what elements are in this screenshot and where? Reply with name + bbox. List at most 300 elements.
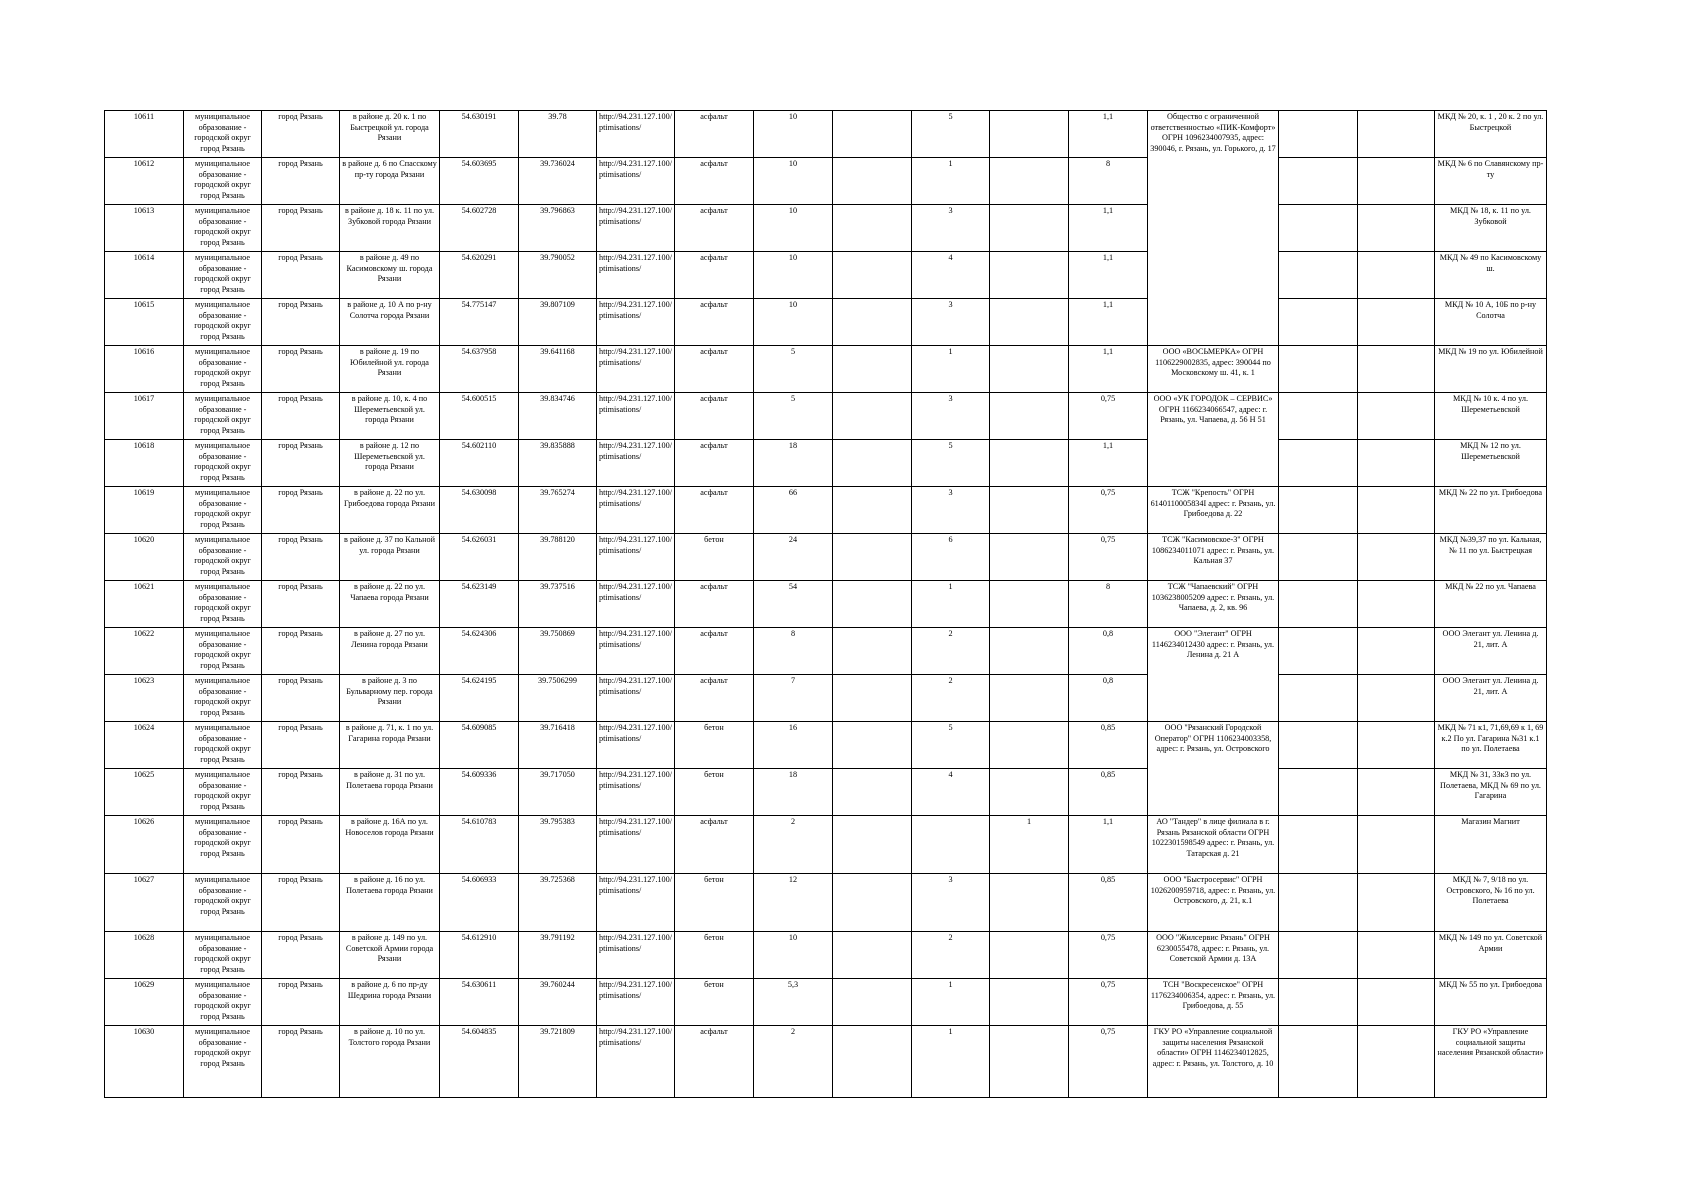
area-cell: 10 xyxy=(754,111,833,158)
col-12-cell xyxy=(990,299,1069,346)
table-row xyxy=(105,581,1547,628)
latitude-cell: 54.637958 xyxy=(440,346,519,393)
url-cell: http://94.231.127.100/ptimisations/ xyxy=(597,534,675,581)
containers-cell: 1 xyxy=(912,158,990,205)
latitude-cell: 54.600515 xyxy=(440,393,519,440)
url-cell: http://94.231.127.100/ptimisations/ xyxy=(597,487,675,534)
col-15-cell xyxy=(1279,158,1358,205)
municipality-cell: муниципальное образование - городской округ город Рязань xyxy=(184,158,262,205)
volume-cell: 0,8 xyxy=(1069,628,1148,675)
col-10-cell xyxy=(833,979,912,1026)
latitude-cell: 54.602110 xyxy=(440,440,519,487)
col-10-cell xyxy=(833,816,912,874)
col-12-cell xyxy=(990,675,1069,722)
source-cell: МКД № 31, 33к3 по ул. Полетаева, МКД № 69 по ул. Гагарина xyxy=(1435,769,1547,816)
latitude-cell: 54.602728 xyxy=(440,205,519,252)
row-id-cell: 10611 xyxy=(105,111,184,158)
area-cell: 16 xyxy=(754,722,833,769)
url-cell: http://94.231.127.100/ptimisations/ xyxy=(597,581,675,628)
table-row xyxy=(105,393,1547,440)
url-cell: http://94.231.127.100/ptimisations/ xyxy=(597,979,675,1026)
table-row xyxy=(105,628,1547,675)
empty-cell xyxy=(1358,628,1435,675)
col-10-cell xyxy=(833,440,912,487)
longitude-cell: 39.788120 xyxy=(519,534,597,581)
source-cell: МКД № 20, к. 1 , 20 к. 2 по ул. Быстрецкой xyxy=(1435,111,1547,158)
city-cell: город Рязань xyxy=(262,252,340,299)
surface-cell: асфальт xyxy=(675,346,754,393)
url-cell: http://94.231.127.100/ptimisations/ xyxy=(597,440,675,487)
col-15-cell xyxy=(1279,252,1358,299)
city-cell: город Рязань xyxy=(262,816,340,874)
row-id-cell: 10620 xyxy=(105,534,184,581)
city-cell: город Рязань xyxy=(262,393,340,440)
area-cell: 2 xyxy=(754,816,833,874)
table-row xyxy=(105,769,1547,816)
area-cell: 10 xyxy=(754,158,833,205)
area-cell: 18 xyxy=(754,440,833,487)
city-cell: город Рязань xyxy=(262,675,340,722)
table-row xyxy=(105,1026,1547,1098)
owner-cell: ТСЖ "Крепость" ОГРН 6140110005834I адрес: г. Рязань, ул. Грибоедова д. 22 xyxy=(1148,487,1279,534)
latitude-cell: 54.623149 xyxy=(440,581,519,628)
location-cell: в районе д. 37 по Кальной ул. города Рязани xyxy=(340,534,440,581)
empty-cell xyxy=(1358,722,1435,769)
url-cell: http://94.231.127.100/ptimisations/ xyxy=(597,675,675,722)
containers-cell: 4 xyxy=(912,769,990,816)
url-cell: http://94.231.127.100/ptimisations/ xyxy=(597,393,675,440)
latitude-cell: 54.620291 xyxy=(440,252,519,299)
owner-cell: АО "Тандер" в лице филиала в г. Рязань Рязанской области ОГРН 1022301598549 адрес: г. Рязань, ул. Татарская д. 21 xyxy=(1148,816,1279,874)
url-cell: http://94.231.127.100/ptimisations/ xyxy=(597,252,675,299)
city-cell: город Рязань xyxy=(262,722,340,769)
surface-cell: асфальт xyxy=(675,393,754,440)
longitude-cell: 39.760244 xyxy=(519,979,597,1026)
volume-cell: 0,85 xyxy=(1069,874,1148,932)
municipality-cell: муниципальное образование - городской округ город Рязань xyxy=(184,675,262,722)
source-cell: ООО Элегант ул. Ленина д. 21, лит. А xyxy=(1435,628,1547,675)
containers-cell: 3 xyxy=(912,299,990,346)
url-cell: http://94.231.127.100/ptimisations/ xyxy=(597,722,675,769)
latitude-cell: 54.609336 xyxy=(440,769,519,816)
empty-cell xyxy=(1358,299,1435,346)
col-10-cell xyxy=(833,111,912,158)
col-15-cell xyxy=(1279,487,1358,534)
col-10-cell xyxy=(833,628,912,675)
location-cell: в районе д. 16А по ул. Новоселов города Рязани xyxy=(340,816,440,874)
source-cell: МКД № 10 А, 10Б по р-ну Солотча xyxy=(1435,299,1547,346)
longitude-cell: 39.7506299 xyxy=(519,675,597,722)
location-cell: в районе д. 149 по ул. Советской Армии города Рязани xyxy=(340,932,440,979)
city-cell: город Рязань xyxy=(262,205,340,252)
city-cell: город Рязань xyxy=(262,581,340,628)
location-cell: в районе д. 6 по пр-ду Шедрина города Рязани xyxy=(340,979,440,1026)
location-cell: в районе д. 20 к. 1 по Быстрецкой ул. города Рязани xyxy=(340,111,440,158)
col-15-cell xyxy=(1279,205,1358,252)
municipality-cell: муниципальное образование - городской округ город Рязань xyxy=(184,874,262,932)
longitude-cell: 39.795383 xyxy=(519,816,597,874)
municipality-cell: муниципальное образование - городской округ город Рязань xyxy=(184,1026,262,1098)
row-id-cell: 10625 xyxy=(105,769,184,816)
owner-cell: Общество с ограниченной ответственностью «ПИК-Комфорт» ОГРН 1096234007935, адрес: 390046, г. Рязань, ул. Горького, д. 17 xyxy=(1148,111,1279,346)
col-12-cell xyxy=(990,1026,1069,1098)
url-cell: http://94.231.127.100/ptimisations/ xyxy=(597,346,675,393)
empty-cell xyxy=(1358,979,1435,1026)
url-cell: http://94.231.127.100/ptimisations/ xyxy=(597,111,675,158)
empty-cell xyxy=(1358,581,1435,628)
surface-cell: бетон xyxy=(675,769,754,816)
empty-cell xyxy=(1358,440,1435,487)
city-cell: город Рязань xyxy=(262,932,340,979)
city-cell: город Рязань xyxy=(262,874,340,932)
containers-cell: 2 xyxy=(912,628,990,675)
col-10-cell xyxy=(833,299,912,346)
col-10-cell xyxy=(833,874,912,932)
row-id-cell: 10629 xyxy=(105,979,184,1026)
volume-cell: 0,75 xyxy=(1069,393,1148,440)
area-cell: 54 xyxy=(754,581,833,628)
surface-cell: асфальт xyxy=(675,299,754,346)
area-cell: 5 xyxy=(754,346,833,393)
source-cell: МКД № 71 к1, 71,69,69 к 1, 69 к.2 По ул. Гагарина №31 к.1 по ул. Полетаева xyxy=(1435,722,1547,769)
table-row xyxy=(105,205,1547,252)
owner-cell: ООО "Быстросервис" ОГРН 1026200959718, адрес: г. Рязань, ул. Островского, д. 21, к.1 xyxy=(1148,874,1279,932)
surface-cell: асфальт xyxy=(675,581,754,628)
table-row xyxy=(105,932,1547,979)
row-id-cell: 10624 xyxy=(105,722,184,769)
source-cell: МКД № 22 по ул. Чапаева xyxy=(1435,581,1547,628)
longitude-cell: 39.835888 xyxy=(519,440,597,487)
municipality-cell: муниципальное образование - городской округ город Рязань xyxy=(184,299,262,346)
row-id-cell: 10618 xyxy=(105,440,184,487)
containers-cell: 4 xyxy=(912,252,990,299)
volume-cell: 1,1 xyxy=(1069,346,1148,393)
owner-cell: ООО «ВОСЬМЕРКА» ОГРН 1106229002835, адрес: 390044 по Московскому ш. 41, к. 1 xyxy=(1148,346,1279,393)
area-cell: 12 xyxy=(754,874,833,932)
col-12-cell xyxy=(990,581,1069,628)
row-id-cell: 10622 xyxy=(105,628,184,675)
source-cell: Магазин Магнит xyxy=(1435,816,1547,874)
col-15-cell xyxy=(1279,581,1358,628)
empty-cell xyxy=(1358,252,1435,299)
volume-cell: 0,8 xyxy=(1069,675,1148,722)
area-cell: 10 xyxy=(754,205,833,252)
area-cell: 24 xyxy=(754,534,833,581)
surface-cell: асфальт xyxy=(675,816,754,874)
empty-cell xyxy=(1358,769,1435,816)
area-cell: 10 xyxy=(754,932,833,979)
volume-cell: 0,75 xyxy=(1069,1026,1148,1098)
col-15-cell xyxy=(1279,979,1358,1026)
table-row xyxy=(105,252,1547,299)
volume-cell: 0,85 xyxy=(1069,769,1148,816)
source-cell: МКД № 7, 9/18 по ул. Островского, № 16 по ул. Полетаева xyxy=(1435,874,1547,932)
surface-cell: асфальт xyxy=(675,111,754,158)
col-10-cell xyxy=(833,205,912,252)
col-10-cell xyxy=(833,675,912,722)
col-15-cell xyxy=(1279,675,1358,722)
source-cell: МКД № 19 по ул. Юбилейной xyxy=(1435,346,1547,393)
url-cell: http://94.231.127.100/ptimisations/ xyxy=(597,1026,675,1098)
containers-cell: 2 xyxy=(912,932,990,979)
empty-cell xyxy=(1358,816,1435,874)
municipality-cell: муниципальное образование - городской округ город Рязань xyxy=(184,393,262,440)
volume-cell: 1,1 xyxy=(1069,252,1148,299)
url-cell: http://94.231.127.100/ptimisations/ xyxy=(597,628,675,675)
col-12-cell xyxy=(990,346,1069,393)
empty-cell xyxy=(1358,487,1435,534)
latitude-cell: 54.603695 xyxy=(440,158,519,205)
col-12-cell xyxy=(990,440,1069,487)
empty-cell xyxy=(1358,1026,1435,1098)
volume-cell: 0,75 xyxy=(1069,979,1148,1026)
surface-cell: асфальт xyxy=(675,628,754,675)
col-12-cell xyxy=(990,628,1069,675)
longitude-cell: 39.791192 xyxy=(519,932,597,979)
latitude-cell: 54.604835 xyxy=(440,1026,519,1098)
latitude-cell: 54.626031 xyxy=(440,534,519,581)
empty-cell xyxy=(1358,111,1435,158)
surface-cell: бетон xyxy=(675,874,754,932)
registry-table xyxy=(104,110,1547,1098)
containers-cell: 1 xyxy=(912,346,990,393)
location-cell: в районе д. 12 по Шереметьевской ул. города Рязани xyxy=(340,440,440,487)
col-15-cell xyxy=(1279,628,1358,675)
surface-cell: бетон xyxy=(675,932,754,979)
volume-cell: 1,1 xyxy=(1069,111,1148,158)
row-id-cell: 10619 xyxy=(105,487,184,534)
registry-body xyxy=(105,111,1547,1098)
url-cell: http://94.231.127.100/ptimisations/ xyxy=(597,874,675,932)
latitude-cell: 54.610783 xyxy=(440,816,519,874)
municipality-cell: муниципальное образование - городской округ город Рязань xyxy=(184,487,262,534)
col-12-cell xyxy=(990,393,1069,440)
table-row xyxy=(105,487,1547,534)
location-cell: в районе д. 10 по ул. Толстого города Рязани xyxy=(340,1026,440,1098)
row-id-cell: 10628 xyxy=(105,932,184,979)
source-cell: МКД № 49 по Касимовскому ш. xyxy=(1435,252,1547,299)
col-10-cell xyxy=(833,769,912,816)
col-12-cell xyxy=(990,534,1069,581)
city-cell: город Рязань xyxy=(262,440,340,487)
owner-cell: ООО "Рязанский Городской Оператор" ОГРН 1106234003358, адрес: г. Рязань, ул. Островского xyxy=(1148,722,1279,816)
area-cell: 2 xyxy=(754,1026,833,1098)
empty-cell xyxy=(1358,393,1435,440)
municipality-cell: муниципальное образование - городской округ город Рязань xyxy=(184,205,262,252)
latitude-cell: 54.606933 xyxy=(440,874,519,932)
owner-cell: ГКУ РО «Управление социальной защиты населения Рязанской области» ОГРН 1146234012825, адрес: г. Рязань, ул. Толстого, д. 10 xyxy=(1148,1026,1279,1098)
col-10-cell xyxy=(833,487,912,534)
city-cell: город Рязань xyxy=(262,1026,340,1098)
col-10-cell xyxy=(833,393,912,440)
longitude-cell: 39.765274 xyxy=(519,487,597,534)
table-row xyxy=(105,874,1547,932)
table-row xyxy=(105,158,1547,205)
row-id-cell: 10621 xyxy=(105,581,184,628)
source-cell: МКД № 10 к. 4 по ул. Шереметьевской xyxy=(1435,393,1547,440)
table-row xyxy=(105,675,1547,722)
surface-cell: асфальт xyxy=(675,487,754,534)
municipality-cell: муниципальное образование - городской округ город Рязань xyxy=(184,816,262,874)
owner-cell: ООО «УК ГОРОДОК – СЕРВИС» ОГРН 1166234066547, адрес: г. Рязань, ул. Чапаева, д. 56 Н 51 xyxy=(1148,393,1279,487)
city-cell: город Рязань xyxy=(262,299,340,346)
row-id-cell: 10626 xyxy=(105,816,184,874)
area-cell: 66 xyxy=(754,487,833,534)
surface-cell: асфальт xyxy=(675,158,754,205)
city-cell: город Рязань xyxy=(262,769,340,816)
table-row xyxy=(105,816,1547,874)
location-cell: в районе д. 19 по Юбилейной ул. города Рязани xyxy=(340,346,440,393)
col-12-cell xyxy=(990,932,1069,979)
volume-cell: 1,1 xyxy=(1069,205,1148,252)
containers-cell: 5 xyxy=(912,111,990,158)
table-row xyxy=(105,299,1547,346)
row-id-cell: 10613 xyxy=(105,205,184,252)
url-cell: http://94.231.127.100/ptimisations/ xyxy=(597,205,675,252)
col-12-cell xyxy=(990,111,1069,158)
containers-cell: 1 xyxy=(912,979,990,1026)
source-cell: МКД № 6 по Славянскому пр-ту xyxy=(1435,158,1547,205)
empty-cell xyxy=(1358,675,1435,722)
col-12-cell xyxy=(990,252,1069,299)
city-cell: город Рязань xyxy=(262,979,340,1026)
municipality-cell: муниципальное образование - городской округ город Рязань xyxy=(184,440,262,487)
volume-cell: 0,85 xyxy=(1069,722,1148,769)
owner-cell: ТСН "Воскресенское" ОГРН 1176234006354, адрес: г. Рязань, ул. Грибоедова, д. 55 xyxy=(1148,979,1279,1026)
source-cell: МКД № 12 по ул. Шереметьевской xyxy=(1435,440,1547,487)
owner-cell: ТСЖ "Чапаевский" ОГРН 1036238005209 адрес: г. Рязань, ул. Чапаева, д. 2, кв. 96 xyxy=(1148,581,1279,628)
col-15-cell xyxy=(1279,722,1358,769)
empty-cell xyxy=(1358,205,1435,252)
row-id-cell: 10616 xyxy=(105,346,184,393)
table-row xyxy=(105,722,1547,769)
col-10-cell xyxy=(833,581,912,628)
volume-cell: 8 xyxy=(1069,581,1148,628)
containers-cell: 6 xyxy=(912,534,990,581)
table-row xyxy=(105,111,1547,158)
surface-cell: асфальт xyxy=(675,675,754,722)
col-15-cell xyxy=(1279,299,1358,346)
table-row xyxy=(105,440,1547,487)
containers-cell: 1 xyxy=(912,581,990,628)
col-10-cell xyxy=(833,252,912,299)
col-15-cell xyxy=(1279,111,1358,158)
longitude-cell: 39.807109 xyxy=(519,299,597,346)
location-cell: в районе д. 31 по ул. Полетаева города Рязани xyxy=(340,769,440,816)
latitude-cell: 54.609085 xyxy=(440,722,519,769)
area-cell: 10 xyxy=(754,252,833,299)
col-15-cell xyxy=(1279,440,1358,487)
row-id-cell: 10614 xyxy=(105,252,184,299)
city-cell: город Рязань xyxy=(262,534,340,581)
empty-cell xyxy=(1358,534,1435,581)
area-cell: 5,3 xyxy=(754,979,833,1026)
city-cell: город Рязань xyxy=(262,346,340,393)
col-12-cell xyxy=(990,979,1069,1026)
col-10-cell xyxy=(833,346,912,393)
location-cell: в районе д. 22 по ул. Чапаева города Рязани xyxy=(340,581,440,628)
col-15-cell xyxy=(1279,816,1358,874)
latitude-cell: 54.624195 xyxy=(440,675,519,722)
col-12-cell xyxy=(990,205,1069,252)
location-cell: в районе д. 6 по Спасскому пр-ту города Рязани xyxy=(340,158,440,205)
col-12-cell xyxy=(990,487,1069,534)
latitude-cell: 54.624306 xyxy=(440,628,519,675)
empty-cell xyxy=(1358,158,1435,205)
containers-cell: 5 xyxy=(912,722,990,769)
col-15-cell xyxy=(1279,346,1358,393)
longitude-cell: 39.796863 xyxy=(519,205,597,252)
row-id-cell: 10615 xyxy=(105,299,184,346)
location-cell: в районе д. 49 по Касимовскому ш. города Рязани xyxy=(340,252,440,299)
longitude-cell: 39.725368 xyxy=(519,874,597,932)
url-cell: http://94.231.127.100/ptimisations/ xyxy=(597,769,675,816)
city-cell: город Рязань xyxy=(262,487,340,534)
owner-cell: ООО "Жилсервис Рязань" ОГРН 6230055478, адрес: г. Рязань, ул. Советской Армии д. 13А xyxy=(1148,932,1279,979)
source-cell: МКД № 149 по ул. Советской Армии xyxy=(1435,932,1547,979)
source-cell: МКД № 18, к. 11 по ул. Зубковой xyxy=(1435,205,1547,252)
latitude-cell: 54.775147 xyxy=(440,299,519,346)
area-cell: 10 xyxy=(754,299,833,346)
containers-cell xyxy=(912,816,990,874)
col-12-cell xyxy=(990,722,1069,769)
source-cell: ГКУ РО «Управление социальной защиты населения Рязанской области» xyxy=(1435,1026,1547,1098)
source-cell: МКД №39,37 по ул. Кальная, № 11 по ул. Быстрецкая xyxy=(1435,534,1547,581)
url-cell: http://94.231.127.100/ptimisations/ xyxy=(597,932,675,979)
municipality-cell: муниципальное образование - городской округ город Рязань xyxy=(184,722,262,769)
area-cell: 8 xyxy=(754,628,833,675)
location-cell: в районе д. 16 по ул. Полетаева города Рязани xyxy=(340,874,440,932)
row-id-cell: 10623 xyxy=(105,675,184,722)
surface-cell: бетон xyxy=(675,722,754,769)
col-15-cell xyxy=(1279,932,1358,979)
volume-cell: 1,1 xyxy=(1069,299,1148,346)
area-cell: 18 xyxy=(754,769,833,816)
longitude-cell: 39.737516 xyxy=(519,581,597,628)
latitude-cell: 54.612910 xyxy=(440,932,519,979)
table-row xyxy=(105,346,1547,393)
containers-cell: 3 xyxy=(912,487,990,534)
longitude-cell: 39.736024 xyxy=(519,158,597,205)
col-15-cell xyxy=(1279,769,1358,816)
surface-cell: асфальт xyxy=(675,1026,754,1098)
municipality-cell: муниципальное образование - городской округ город Рязань xyxy=(184,932,262,979)
location-cell: в районе д. 18 к. 11 по ул. Зубковой города Рязани xyxy=(340,205,440,252)
municipality-cell: муниципальное образование - городской округ город Рязань xyxy=(184,581,262,628)
volume-cell: 1,1 xyxy=(1069,816,1148,874)
containers-cell: 1 xyxy=(912,1026,990,1098)
table-row xyxy=(105,979,1547,1026)
municipality-cell: муниципальное образование - городской округ город Рязань xyxy=(184,534,262,581)
longitude-cell: 39.750869 xyxy=(519,628,597,675)
municipality-cell: муниципальное образование - городской округ город Рязань xyxy=(184,111,262,158)
surface-cell: асфальт xyxy=(675,440,754,487)
longitude-cell: 39.717050 xyxy=(519,769,597,816)
latitude-cell: 54.630191 xyxy=(440,111,519,158)
volume-cell: 0,75 xyxy=(1069,534,1148,581)
empty-cell xyxy=(1358,346,1435,393)
longitude-cell: 39.78 xyxy=(519,111,597,158)
source-cell: МКД № 55 по ул. Грибоедова xyxy=(1435,979,1547,1026)
table-row xyxy=(105,534,1547,581)
location-cell: в районе д. 27 по ул. Ленина города Рязани xyxy=(340,628,440,675)
row-id-cell: 10612 xyxy=(105,158,184,205)
city-cell: город Рязань xyxy=(262,628,340,675)
containers-cell: 3 xyxy=(912,205,990,252)
containers-cell: 2 xyxy=(912,675,990,722)
url-cell: http://94.231.127.100/ptimisations/ xyxy=(597,158,675,205)
containers-cell: 3 xyxy=(912,393,990,440)
